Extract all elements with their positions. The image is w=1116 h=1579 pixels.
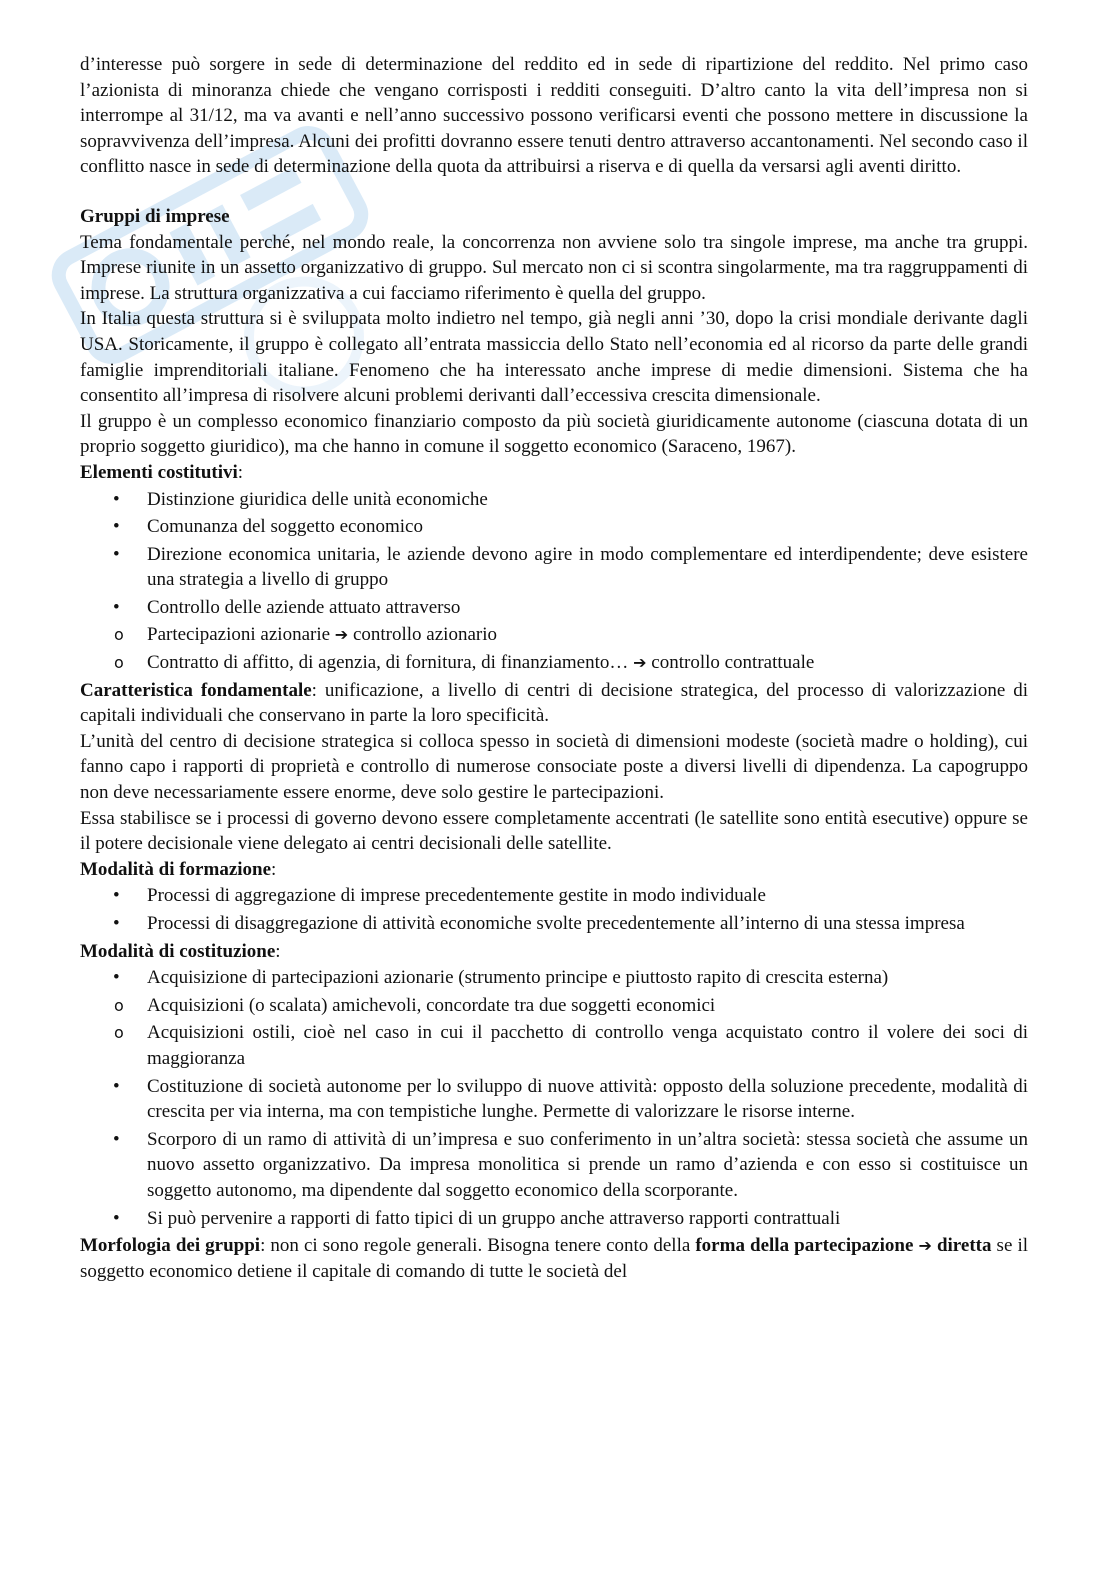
costituzione-label: Modalità di costituzione <box>80 940 276 962</box>
list-item: • Scorporo di un ramo di attività di un’impresa e suo conferimento in un’altra società: stessa società che assume un nuovo assetto organizzativo. Da impresa monolitica si prende un ramo d’azienda e con esso si costituisce un soggetto autonomo, ma dipendente dal soggetto economico della scorporante. <box>80 1127 1028 1204</box>
morfologia-paragraph <box>80 1233 1028 1284</box>
formazione-label: Modalità di formazione <box>80 858 272 880</box>
sublist-item <box>80 650 1028 676</box>
sublist-item-left: Partecipazioni azionarie <box>147 624 331 646</box>
caratteristica-paragraph <box>80 678 1028 729</box>
elementi-list <box>80 487 1028 676</box>
formazione-list <box>80 883 1028 936</box>
section-title: Gruppi di imprese <box>80 205 230 227</box>
paragraph-5: Essa stabilisce se i processi di governo devono essere completamente accentrati (le satellite sono entità esecutive) oppure se il potere decisionale viene delegato ai centri decisionali delle satellite. <box>80 807 1028 855</box>
morfologia-text-1: : non ci sono regole generali. Bisogna tenere conto della <box>260 1235 696 1257</box>
list-item <box>80 595 1028 676</box>
sublist-item: o Acquisizioni ostili, cioè nel caso in cui il pacchetto di controllo venga acquistato contro il volere dei soci di maggioranza <box>80 1020 1028 1071</box>
caratteristica-text: : unificazione, a livello di centri di decisione strategica, del processo di valorizzazione di capitali individuali che conservano in parte la loro specificità. <box>80 679 1028 727</box>
document-page <box>80 52 1028 1284</box>
morfologia-bold-1: forma della partecipazione <box>695 1235 914 1257</box>
sublist-item-right: controllo azionario <box>352 624 497 646</box>
paragraph-3: Il gruppo è un complesso economico finanziario composto da più società giuridicamente autonome (ciascuna dotata di un proprio soggetto giuridico), ma che hanno in comune il soggetto economico (Saraceno, 1967). <box>80 410 1028 458</box>
paragraph-2: In Italia questa struttura si è sviluppata molto indietro nel tempo, già negli anni ’30, dopo la crisi mondiale derivante dagli USA. Storicamente, il gruppo è collegato all’entrata massiccia dello Stato nell’economia ed al ricorso da parte delle grandi famiglie imprenditoriali italiane. Fenomeno che ha interessato anche imprese di medie dimensioni. Sistema che ha consentito all’impresa di risolvere alcuni problemi derivanti dall’eccessiva crescita dimensionale. <box>80 308 1028 407</box>
list-item: • Processi di aggregazione di imprese precedentemente gestite in modo individuale <box>80 883 1028 909</box>
costituzione-list <box>80 965 1028 1231</box>
list-item: • Comunanza del soggetto economico <box>80 514 1028 540</box>
list-item: • Processi di disaggregazione di attività economiche svolte precedentemente all’interno di una stessa impresa <box>80 911 1028 937</box>
arrow-right-icon: ➔ <box>633 653 647 673</box>
formazione-heading: Modalità di formazione: <box>80 858 277 880</box>
list-item: • Si può pervenire a rapporti di fatto tipici di un gruppo anche attraverso rapporti contrattuali <box>80 1206 1028 1232</box>
elementi-label: Elementi costitutivi <box>80 461 238 483</box>
paragraph-1: Tema fondamentale perché, nel mondo reale, la concorrenza non avviene solo tra singole imprese, ma anche tra gruppi. Imprese riunite in un assetto organizzativo di gruppo. Sul mercato non ci si scontra singolarmente, ma tra raggruppamenti di imprese. La struttura organizzativa a cui facciamo riferimento è quella del gruppo. <box>80 231 1028 304</box>
sublist-item-right: controllo contrattuale <box>651 652 815 674</box>
elementi-heading: Elementi costitutivi: <box>80 461 244 483</box>
list-item <box>80 965 1028 1071</box>
list-item: • Direzione economica unitaria, le aziende devono agire in modo complementare ed interdipendente; deve esistere una strategia a livello di gruppo <box>80 542 1028 593</box>
controllo-sublist <box>80 622 1028 675</box>
list-item: • Costituzione di società autonome per lo sviluppo di nuove attività: opposto della soluzione precedente, modalità di crescita per via interna, ma con tempistiche lunghe. Permette di valorizzare le risorse interne. <box>80 1074 1028 1125</box>
morfologia-label: Morfologia dei gruppi <box>80 1235 261 1257</box>
sublist-item-left: Contratto di affitto, di agenzia, di fornitura, di finanziamento… <box>147 652 629 674</box>
list-item-text: Controllo delle aziende attuato attraverso <box>147 596 461 618</box>
acquisizioni-sublist <box>80 993 1028 1072</box>
sublist-item <box>80 622 1028 648</box>
intro-paragraph: d’interesse può sorgere in sede di determinazione del reddito ed in sede di ripartizione del reddito. Nel primo caso l’azionista di minoranza chiede che vengano corrisposti i redditi conseguiti. D’altro canto la vita dell’impresa non si interrompe al 31/12, ma va avanti e nell’anno successivo possono verificarsi eventi che possono mettere in discussione la sopravvivenza dell’impresa. Alcuni dei profitti dovranno essere tenuti dentro attraverso accantonamenti. Nel secondo caso il conflitto nasce in sede di determinazione della quota da attribuirsi a riserva e di quella da versarsi agli aventi diritto. <box>80 54 1028 178</box>
arrow-right-icon: ➔ <box>918 1236 932 1256</box>
arrow-right-icon: ➔ <box>334 625 349 645</box>
morfologia-bold-2: diretta <box>936 1235 992 1257</box>
paragraph-4: L’unità del centro di decisione strategica si colloca spesso in società di dimensioni modeste (società madre o holding), cui fanno capo i rapporti di proprietà e controllo di numerose consociate poste a diversi livelli di dipendenza. La capogruppo non deve necessariamente essere enorme, deve solo gestire le partecipazioni. <box>80 730 1028 804</box>
list-item: • Distinzione giuridica delle unità economiche <box>80 487 1028 513</box>
list-item-text: Acquisizione di partecipazioni azionarie (strumento principe e piuttosto rapito di crescita esterna) <box>147 967 889 989</box>
costituzione-heading: Modalità di costituzione: <box>80 940 281 962</box>
morfologia-text-2: se il soggetto economico detiene il capitale di comando di tutte le società del <box>80 1235 1029 1282</box>
sublist-item: o Acquisizioni (o scalata) amichevoli, concordate tra due soggetti economici <box>80 993 1028 1019</box>
caratteristica-label: Caratteristica fondamentale <box>80 679 312 701</box>
